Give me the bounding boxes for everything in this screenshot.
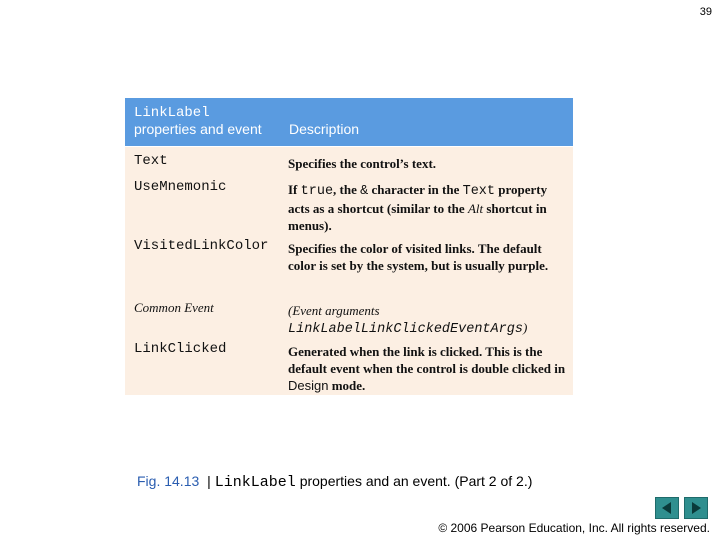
property-name: VisitedLinkColor [134, 238, 269, 254]
caption-text: properties and an event. (Part 2 of 2.) [295, 473, 533, 489]
description-code: Text [462, 184, 496, 199]
header-col1 [134, 105, 262, 137]
event-args-description [288, 302, 570, 338]
figure-caption [137, 473, 532, 491]
table-header [125, 98, 573, 146]
description-text: shortcut in menus). [288, 201, 547, 233]
description-text: character in the [368, 182, 463, 197]
previous-slide-button[interactable] [655, 497, 679, 519]
section-label: Common Event [134, 300, 214, 315]
header-col2: Description [289, 121, 360, 137]
header-col1-class: LinkLabel [134, 105, 210, 121]
description-text: , the [333, 182, 361, 197]
page-number: 39 [699, 6, 712, 18]
divider [125, 146, 573, 147]
description-text: If [288, 182, 301, 197]
property-description [288, 181, 570, 234]
arrow-left-icon [656, 498, 678, 518]
description-text: mode. [328, 378, 366, 393]
property-name: UseMnemonic [134, 179, 227, 195]
description-text: (Event arguments [288, 303, 380, 318]
description-text: property acts as a shortcut (similar to the [288, 182, 548, 216]
caption-class-name: LinkLabel [214, 474, 296, 491]
description-text: Generated when the link is clicked. This is the default event when the control is double clicked in [288, 344, 566, 376]
arrow-right-icon [685, 498, 707, 518]
description-code: & [360, 184, 369, 199]
caption-separator: | [207, 473, 211, 489]
description-key: Alt [467, 201, 484, 216]
next-slide-button[interactable] [684, 497, 708, 519]
event-name: LinkClicked [134, 341, 227, 357]
description-text: Specifies the color of visited links. The default color is set by the system, but is usually purple. [288, 241, 549, 273]
header-col1-label: properties and event [134, 121, 262, 137]
description-text: ) [522, 320, 528, 335]
description-code: true [300, 184, 334, 199]
description-text: Specifies the control’s text. [288, 156, 437, 171]
properties-table [125, 98, 573, 395]
figure-number: Fig. 14.13 [137, 473, 200, 489]
event-description [288, 343, 570, 394]
property-name: Text [134, 153, 168, 169]
description-code: LinkLabelLinkClickedEventArgs [288, 322, 523, 337]
property-description [288, 240, 570, 274]
description-mode: Design [288, 378, 329, 393]
property-description [288, 155, 570, 172]
copyright-footer: © 2006 Pearson Education, Inc. All rights reserved. [438, 521, 710, 535]
